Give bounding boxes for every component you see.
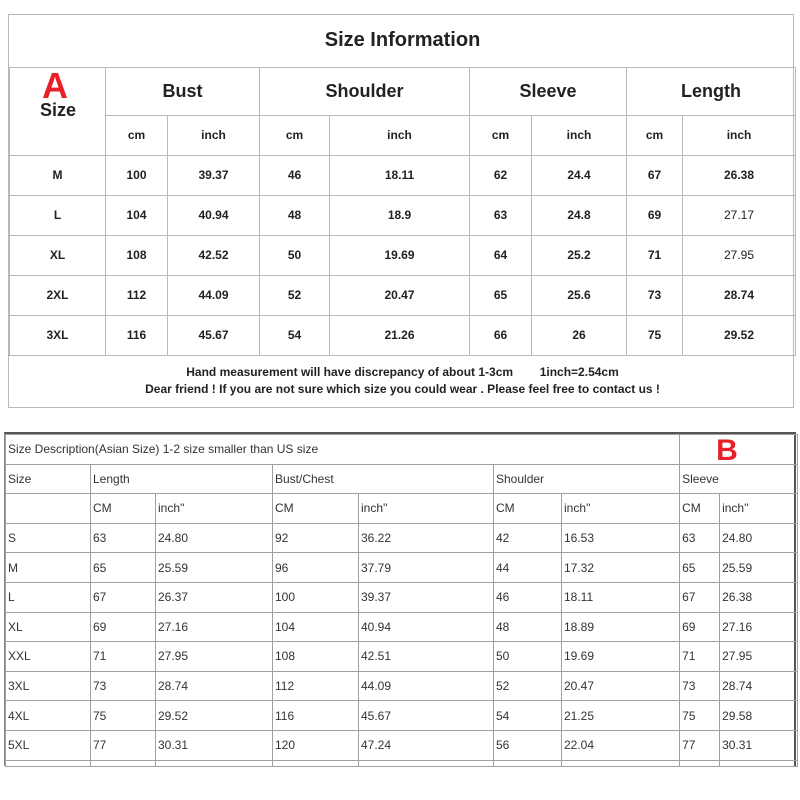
table-row <box>6 671 798 701</box>
unit-cell: cm <box>627 115 683 155</box>
table-a-size-header <box>10 64 106 155</box>
value-cell: 20.47 <box>562 671 680 701</box>
value-cell: 30.31 <box>720 730 798 760</box>
value-cell: 40.94 <box>359 612 494 642</box>
value-cell: 17.32 <box>562 553 680 583</box>
size-cell: M <box>10 155 106 195</box>
value-cell: 27.16 <box>720 612 798 642</box>
table-a-group-shoulder: Shoulder <box>260 67 470 115</box>
value-cell: 27.95 <box>156 642 273 672</box>
value-cell: 44 <box>494 553 562 583</box>
value-cell: 25.59 <box>156 553 273 583</box>
value-cell: 42.52 <box>168 235 260 275</box>
value-cell: 46 <box>260 155 330 195</box>
value-cell: 96 <box>273 553 359 583</box>
value-cell: 42 <box>494 523 562 553</box>
value-cell: 39.37 <box>359 582 494 612</box>
value-cell: 45.67 <box>359 701 494 731</box>
value-cell: 27.17 <box>683 195 796 235</box>
unit-cell: inch'' <box>562 494 680 524</box>
empty-cell <box>359 760 494 766</box>
size-cell: XL <box>10 235 106 275</box>
value-cell: 69 <box>627 195 683 235</box>
table-a-size-label: Size <box>40 99 77 120</box>
value-cell: 69 <box>91 612 156 642</box>
unit-cell: inch <box>532 115 627 155</box>
value-cell: 108 <box>273 642 359 672</box>
table-b-unit-row <box>6 494 798 524</box>
empty-cell <box>91 760 156 766</box>
value-cell: 77 <box>680 730 720 760</box>
empty-cell <box>6 760 91 766</box>
empty-cell <box>562 760 680 766</box>
value-cell: 25.6 <box>532 275 627 315</box>
size-cell: XXL <box>6 642 91 672</box>
marker-a: A <box>42 64 68 106</box>
empty-cell <box>156 760 273 766</box>
value-cell: 24.80 <box>156 523 273 553</box>
table-b-group-sleeve: Sleeve <box>680 464 798 494</box>
value-cell: 75 <box>627 315 683 355</box>
value-cell: 73 <box>91 671 156 701</box>
note-line-1: Hand measurement will have discrepancy of about 1-3cm 1inch=2.54cm <box>186 365 619 380</box>
value-cell: 42.51 <box>359 642 494 672</box>
table-row <box>6 730 798 760</box>
value-cell: 56 <box>494 730 562 760</box>
table-b-group-length: Length <box>91 464 273 494</box>
table-a-group-length: Length <box>627 67 796 115</box>
size-table-b <box>4 432 796 766</box>
value-cell: 100 <box>273 582 359 612</box>
table-row <box>10 275 796 315</box>
value-cell: 116 <box>273 701 359 731</box>
value-cell: 27.16 <box>156 612 273 642</box>
table-a-group-sleeve: Sleeve <box>470 67 627 115</box>
table-a-title: Size Information <box>10 15 796 67</box>
value-cell: 71 <box>680 642 720 672</box>
value-cell: 120 <box>273 730 359 760</box>
value-cell: 40.94 <box>168 195 260 235</box>
value-cell: 75 <box>680 701 720 731</box>
unit-cell: inch <box>168 115 260 155</box>
value-cell: 19.69 <box>562 642 680 672</box>
value-cell: 30.31 <box>156 730 273 760</box>
value-cell: 71 <box>91 642 156 672</box>
size-cell: 4XL <box>6 701 91 731</box>
value-cell: 36.22 <box>359 523 494 553</box>
value-cell: 104 <box>106 195 168 235</box>
value-cell: 65 <box>680 553 720 583</box>
value-cell: 50 <box>260 235 330 275</box>
table-b-description: Size Description(Asian Size) 1-2 size smaller than US size <box>6 435 680 465</box>
value-cell: 54 <box>494 701 562 731</box>
table-row <box>6 523 798 553</box>
table-row <box>6 701 798 731</box>
value-cell: 28.74 <box>156 671 273 701</box>
value-cell: 63 <box>91 523 156 553</box>
unit-cell: inch'' <box>156 494 273 524</box>
value-cell: 73 <box>627 275 683 315</box>
value-cell: 67 <box>627 155 683 195</box>
empty-cell <box>494 760 562 766</box>
unit-cell: CM <box>273 494 359 524</box>
table-a-unit-row <box>10 115 796 155</box>
table-row <box>6 642 798 672</box>
unit-cell: CM <box>91 494 156 524</box>
value-cell: 24.80 <box>720 523 798 553</box>
value-cell: 112 <box>106 275 168 315</box>
value-cell: 46 <box>494 582 562 612</box>
marker-b: B <box>716 434 738 465</box>
value-cell: 54 <box>260 315 330 355</box>
value-cell: 45.67 <box>168 315 260 355</box>
table-row <box>6 582 798 612</box>
value-cell: 64 <box>470 235 532 275</box>
value-cell: 24.8 <box>532 195 627 235</box>
value-cell: 63 <box>470 195 532 235</box>
unit-cell: CM <box>494 494 562 524</box>
value-cell: 26.38 <box>683 155 796 195</box>
value-cell: 73 <box>680 671 720 701</box>
size-cell: 5XL <box>6 730 91 760</box>
value-cell: 24.4 <box>532 155 627 195</box>
table-row <box>10 155 796 195</box>
table-row <box>10 315 796 355</box>
value-cell: 52 <box>494 671 562 701</box>
value-cell: 62 <box>470 155 532 195</box>
value-cell: 29.58 <box>720 701 798 731</box>
value-cell: 44.09 <box>168 275 260 315</box>
empty-cell <box>273 760 359 766</box>
table-b-group-bust: Bust/Chest <box>273 464 494 494</box>
table-b-size-header: Size <box>6 464 91 494</box>
value-cell: 29.52 <box>683 315 796 355</box>
value-cell: 18.11 <box>330 155 470 195</box>
value-cell: 112 <box>273 671 359 701</box>
size-cell: XL <box>6 612 91 642</box>
value-cell: 63 <box>680 523 720 553</box>
value-cell: 104 <box>273 612 359 642</box>
value-cell: 100 <box>106 155 168 195</box>
value-cell: 27.95 <box>720 642 798 672</box>
value-cell: 37.79 <box>359 553 494 583</box>
table-b-group-shoulder: Shoulder <box>494 464 680 494</box>
size-cell: L <box>6 582 91 612</box>
unit-cell: inch'' <box>359 494 494 524</box>
unit-cell-empty <box>6 494 91 524</box>
value-cell: 66 <box>470 315 532 355</box>
value-cell: 26.37 <box>156 582 273 612</box>
value-cell: 116 <box>106 315 168 355</box>
value-cell: 39.37 <box>168 155 260 195</box>
unit-cell: cm <box>106 115 168 155</box>
unit-cell: inch'' <box>720 494 798 524</box>
table-row <box>6 553 798 583</box>
value-cell: 48 <box>494 612 562 642</box>
value-cell: 44.09 <box>359 671 494 701</box>
size-cell: M <box>6 553 91 583</box>
value-cell: 48 <box>260 195 330 235</box>
size-cell: 3XL <box>6 671 91 701</box>
table-row <box>10 235 796 275</box>
size-table-a <box>8 14 794 408</box>
table-a-note <box>10 355 796 407</box>
unit-cell: inch <box>330 115 470 155</box>
value-cell: 22.04 <box>562 730 680 760</box>
value-cell: 25.59 <box>720 553 798 583</box>
value-cell: 47.24 <box>359 730 494 760</box>
value-cell: 19.69 <box>330 235 470 275</box>
table-b-marker-cell <box>680 435 798 465</box>
value-cell: 67 <box>91 582 156 612</box>
unit-cell: cm <box>470 115 532 155</box>
value-cell: 50 <box>494 642 562 672</box>
table-row <box>6 612 798 642</box>
size-cell: L <box>10 195 106 235</box>
value-cell: 65 <box>470 275 532 315</box>
table-row-empty <box>6 760 798 766</box>
value-cell: 77 <box>91 730 156 760</box>
value-cell: 21.25 <box>562 701 680 731</box>
value-cell: 18.11 <box>562 582 680 612</box>
value-cell: 20.47 <box>330 275 470 315</box>
empty-cell <box>720 760 798 766</box>
value-cell: 71 <box>627 235 683 275</box>
value-cell: 92 <box>273 523 359 553</box>
value-cell: 26.38 <box>720 582 798 612</box>
value-cell: 69 <box>680 612 720 642</box>
note-line-2: Dear friend ! If you are not sure which size you could wear . Please feel free to contact us ! <box>145 382 660 397</box>
value-cell: 16.53 <box>562 523 680 553</box>
value-cell: 67 <box>680 582 720 612</box>
value-cell: 28.74 <box>683 275 796 315</box>
table-row <box>10 195 796 235</box>
value-cell: 18.9 <box>330 195 470 235</box>
value-cell: 27.95 <box>683 235 796 275</box>
value-cell: 28.74 <box>720 671 798 701</box>
size-cell: 3XL <box>10 315 106 355</box>
size-cell: S <box>6 523 91 553</box>
size-cell: 2XL <box>10 275 106 315</box>
value-cell: 21.26 <box>330 315 470 355</box>
value-cell: 29.52 <box>156 701 273 731</box>
value-cell: 65 <box>91 553 156 583</box>
value-cell: 26 <box>532 315 627 355</box>
value-cell: 25.2 <box>532 235 627 275</box>
value-cell: 52 <box>260 275 330 315</box>
unit-cell: inch <box>683 115 796 155</box>
empty-cell <box>680 760 720 766</box>
value-cell: 18.89 <box>562 612 680 642</box>
value-cell: 75 <box>91 701 156 731</box>
unit-cell: CM <box>680 494 720 524</box>
unit-cell: cm <box>260 115 330 155</box>
table-a-group-bust: Bust <box>106 67 260 115</box>
value-cell: 108 <box>106 235 168 275</box>
